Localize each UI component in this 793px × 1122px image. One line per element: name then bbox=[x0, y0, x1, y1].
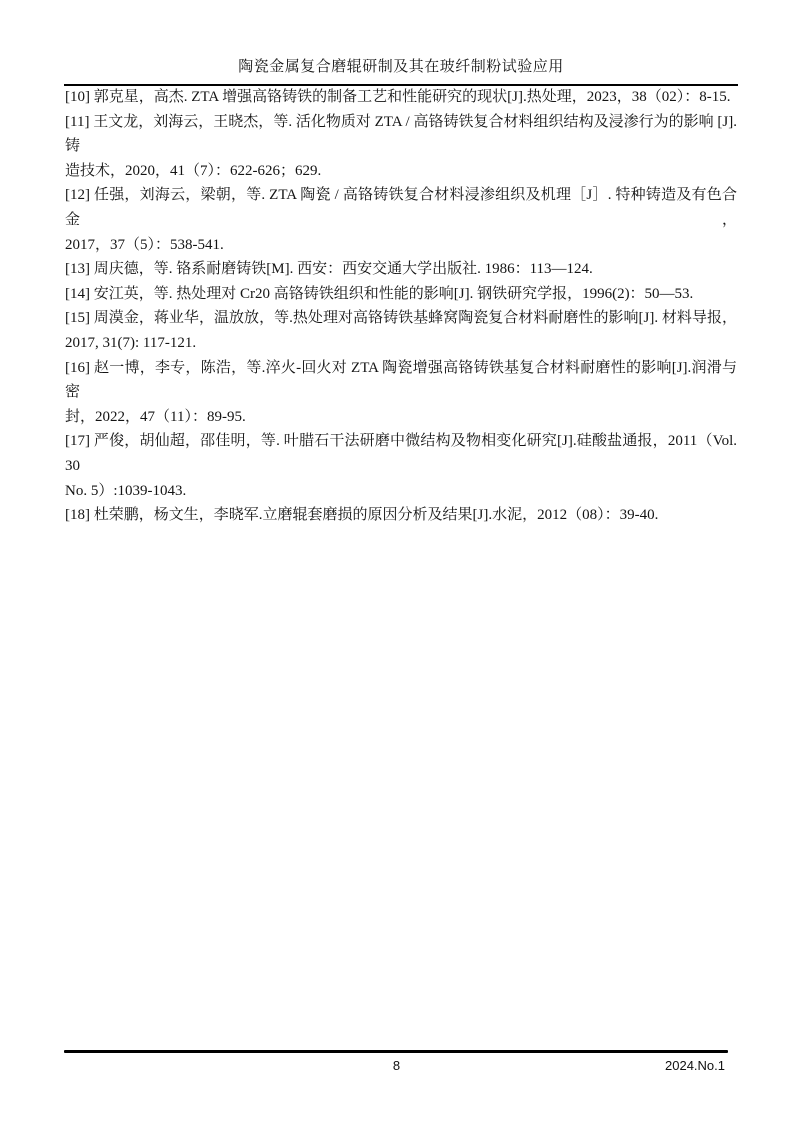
footer-rule bbox=[64, 1050, 728, 1053]
reference-item bbox=[65, 503, 737, 528]
reference-item bbox=[65, 429, 737, 503]
reference-line: [17] 严俊，胡仙超，邵佳明，等. 叶腊石干法研磨中微结构及物相变化研究[J].硅酸盐通报，2011（Vol. 30 bbox=[65, 433, 737, 474]
reference-item bbox=[65, 356, 737, 430]
issue-label: 2024.No.1 bbox=[665, 1058, 725, 1073]
reference-item bbox=[65, 282, 737, 307]
reference-line: 造技术，2020，41（7）：622-626；629. bbox=[65, 162, 322, 179]
reference-line: [15] 周漠金，蒋业华，温放放，等.热处理对高铬铸铁基蜂窝陶瓷复合材料耐磨性的影响[J]. 材料导报， bbox=[65, 310, 737, 327]
reference-item bbox=[65, 183, 737, 257]
reference-item bbox=[65, 257, 737, 282]
page-title: 陶瓷金属复合磨辊研制及其在玻纤制粉试验应用 bbox=[238, 59, 564, 75]
reference-line: [11] 王文龙，刘海云，王晓杰，等. 活化物质对 ZTA / 高铬铸铁复合材料组织结构及浸渗行为的影响 [J]. 铸 bbox=[65, 113, 737, 155]
reference-line: No. 5）:1039-1043. bbox=[65, 482, 187, 499]
reference-item bbox=[65, 306, 737, 355]
reference-line: [10] 郭克星，高杰. ZTA 增强高铬铸铁的制备工艺和性能研究的现状[J].热处理，2023，38（02）：8-15. bbox=[65, 89, 731, 105]
reference-line: [18] 杜荣鹏，杨文生，李晓军.立磨辊套磨损的原因分析及结果[J].水泥，2012（08）：39-40. bbox=[65, 507, 659, 524]
reference-line: 2017，37（5）：538-541. bbox=[65, 236, 224, 253]
reference-line: [12] 任强，刘海云，梁朝，等. ZTA 陶瓷 / 高铬铸铁复合材料浸渗组织及机理［J］. 特种铸造及有色合金， bbox=[65, 187, 737, 228]
reference-line: [16] 赵一博，李专，陈浩，等.淬火-回火对 ZTA 陶瓷增强高铬铸铁基复合材料耐磨性的影响[J].润滑与密 bbox=[65, 359, 737, 401]
references-list bbox=[65, 85, 737, 528]
reference-line: [14] 安江英，等. 热处理对 Cr20 高铬铸铁组织和性能的影响[J]. 钢铁研究学报，1996(2)：50—53. bbox=[65, 285, 694, 302]
reference-line: [13] 周庆德，等. 铬系耐磨铸铁[M]. 西安：西安交通大学出版社. 1986：113—124. bbox=[65, 261, 593, 278]
reference-line: 封，2022，47（11）：89-95. bbox=[65, 408, 246, 425]
page-number: 8 bbox=[392, 1058, 401, 1073]
reference-line: 2017, 31(7): 117-121. bbox=[65, 334, 197, 351]
reference-item bbox=[65, 85, 737, 110]
reference-item bbox=[65, 110, 737, 184]
